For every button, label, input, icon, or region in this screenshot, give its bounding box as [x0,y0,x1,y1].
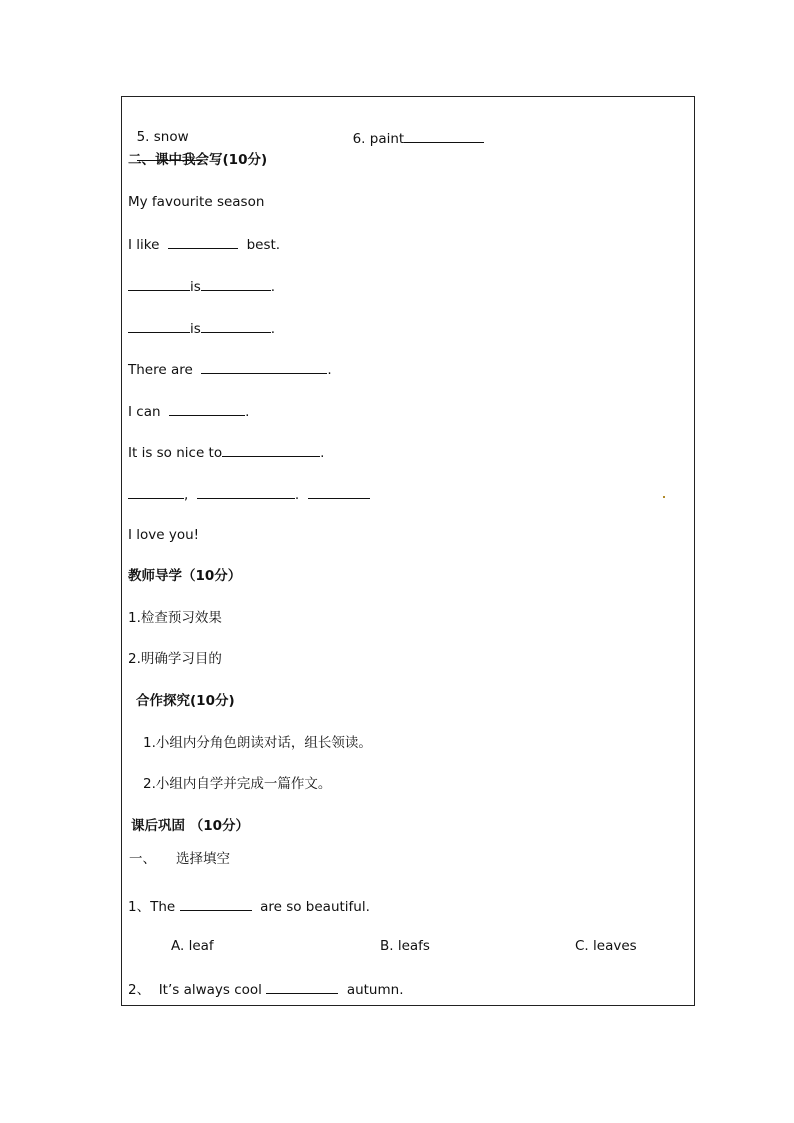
l7-blank-3[interactable] [308,484,370,499]
coop-item-2: 2.小组内自学并完成一篇作文。 [143,776,332,792]
l3-end: . [270,321,276,337]
l3-mid: is [190,321,201,337]
mc-question-2 [128,979,404,999]
mc1-end: are so beautiful. [260,899,370,915]
writing-line-7 [128,484,370,504]
writing-line-6 [128,442,324,462]
l3-blank-1[interactable] [128,318,190,333]
l6-blank[interactable] [222,442,320,457]
l4-start: There are [128,362,193,378]
writing-line-8: I love you! [128,527,200,543]
teacher-guide-title: 教师导学（10分） [128,568,242,584]
writing-line-2 [128,276,275,296]
q6-label: 6. paint [352,131,405,147]
l7-blank-2[interactable] [197,484,295,499]
mc2-blank[interactable] [266,979,338,994]
mc-question-1 [128,896,370,916]
l7-sep-1: , [184,487,189,503]
mc2-number: 2、 [128,982,151,998]
question-6 [344,110,484,148]
l7-blank-1[interactable] [128,484,184,499]
l4-end: . [327,362,332,378]
teacher-item-2: 2.明确学习目的 [128,651,222,667]
mc1-blank[interactable] [180,896,252,911]
coop-item-1: 1.小组内分角色朗读对话，组长领读。 [143,735,372,751]
l6-end: . [320,445,325,461]
l2-end: . [270,279,276,295]
writing-line-5 [128,401,249,421]
option-b[interactable]: B. leafs [380,938,430,954]
writing-title: My favourite season [128,194,265,210]
l2-blank-1[interactable] [128,276,190,291]
mc2-end: autumn. [346,982,404,998]
after-sub-number: 一、 [129,851,156,867]
q5-label: 5. snow [136,129,189,145]
coop-title: 合作探究(10分) [136,693,235,709]
mc2-start: It’s always cool [158,982,262,998]
section-2-title: 二、课中我会写(10分) [128,152,268,168]
l5-start: I can [128,404,161,420]
l6-start: It is so nice to [128,445,223,461]
l4-blank[interactable] [201,359,327,374]
writing-line-3 [128,318,275,338]
l2-blank-2[interactable] [201,276,271,291]
l1-blank[interactable] [168,234,238,249]
l7-sep-2: . [294,487,300,503]
l2-mid: is [190,279,201,295]
l1-end: best. [246,237,281,253]
option-c[interactable]: C. leaves [575,938,637,954]
l3-blank-2[interactable] [201,318,271,333]
after-sub-title: 选择填空 [176,851,230,867]
teacher-item-1: 1.检查预习效果 [128,610,222,626]
writing-line-4 [128,359,332,379]
mc1-start: 1、The [128,899,176,915]
worksheet-frame [121,96,695,1006]
l5-end: . [245,404,250,420]
stray-mark [663,496,665,498]
l5-blank[interactable] [169,401,245,416]
writing-line-1 [128,234,280,254]
q6-blank[interactable] [404,128,484,143]
after-class-title: 课后巩固 （10分） [131,818,249,834]
l1-start: I like [128,237,160,253]
option-a[interactable]: A. leaf [171,938,214,954]
